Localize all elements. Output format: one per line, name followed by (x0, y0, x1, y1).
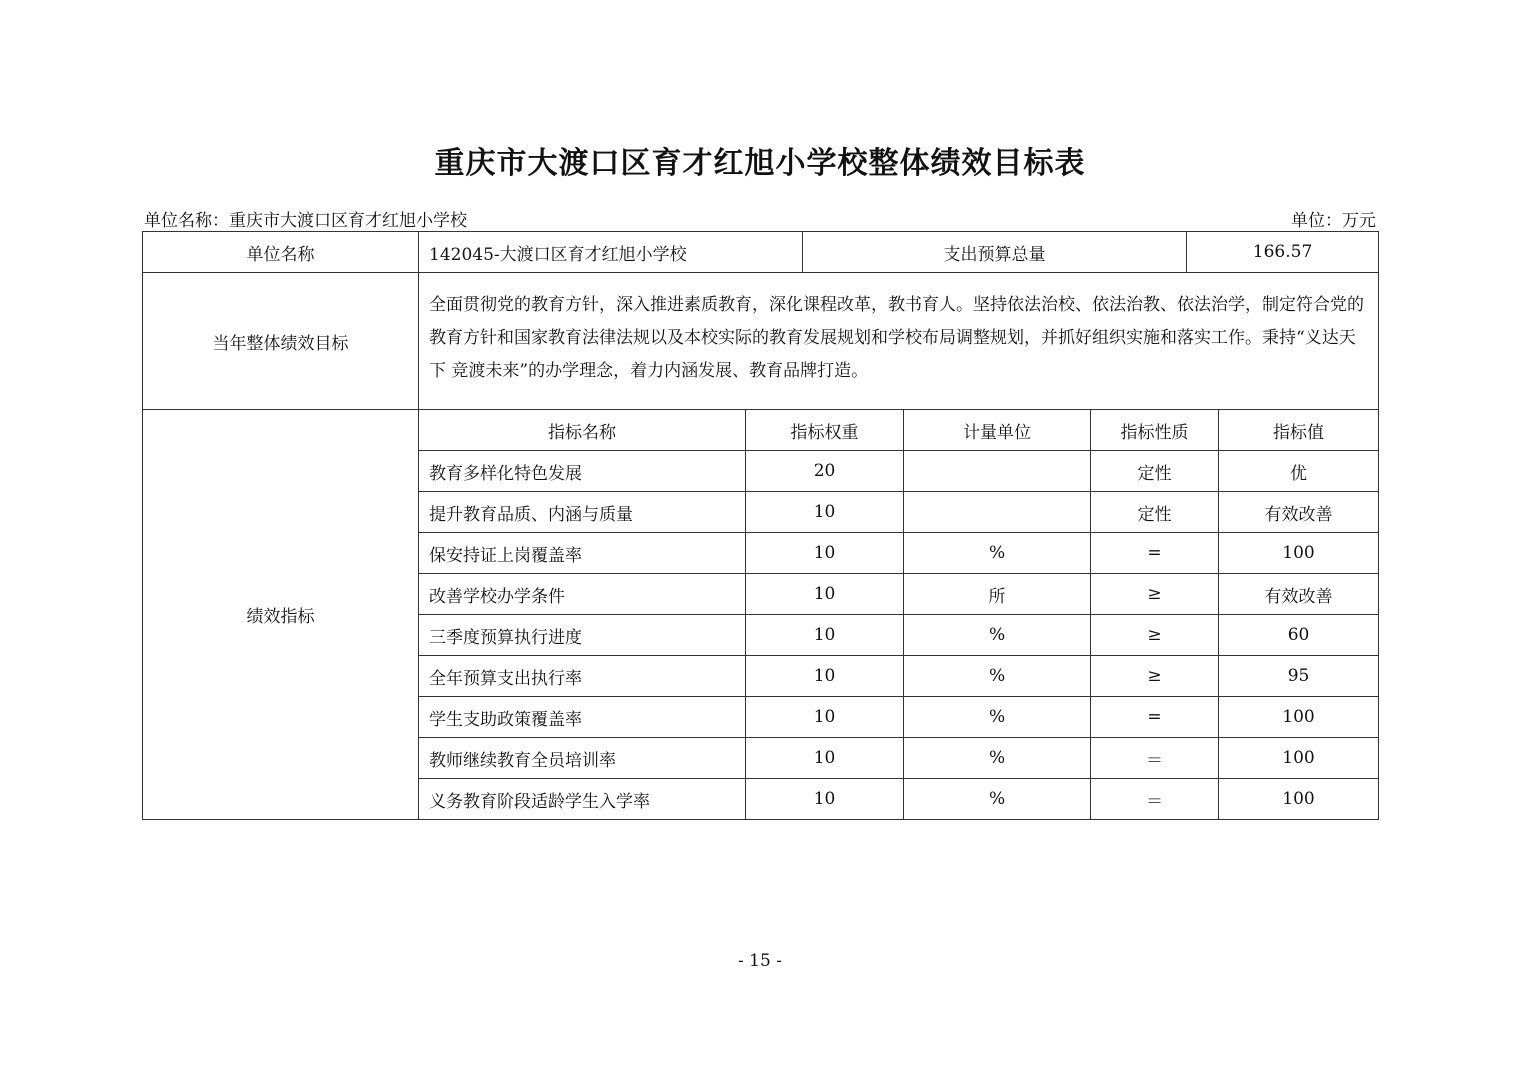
indicator-nature: ≥ (1091, 615, 1219, 656)
budget-label: 支出预算总量 (803, 232, 1187, 273)
indicator-unit: % (904, 738, 1091, 779)
performance-table (142, 231, 1379, 820)
indicator-value: 100 (1219, 779, 1379, 820)
indicator-value: 优 (1219, 451, 1379, 492)
header-value: 指标值 (1219, 410, 1379, 451)
indicator-value: 95 (1219, 656, 1379, 697)
indicator-value: 100 (1219, 533, 1379, 574)
indicator-unit: % (904, 656, 1091, 697)
indicator-weight: 10 (746, 492, 904, 533)
indicator-nature: = (1091, 533, 1219, 574)
indicator-header-row (143, 410, 1379, 451)
indicator-unit: % (904, 615, 1091, 656)
indicator-weight: 10 (746, 738, 904, 779)
indicator-weight: 10 (746, 574, 904, 615)
indicator-nature: ＝ (1091, 779, 1219, 820)
indicator-name: 三季度预算执行进度 (419, 615, 746, 656)
indicator-value: 100 (1219, 738, 1379, 779)
indicator-weight: 10 (746, 656, 904, 697)
indicator-unit: 所 (904, 574, 1091, 615)
indicator-value: 60 (1219, 615, 1379, 656)
indicators-label: 绩效指标 (143, 410, 419, 820)
indicator-weight: 10 (746, 615, 904, 656)
unit-value: 142045-大渡口区育才红旭小学校 (419, 232, 803, 273)
indicator-nature: ≥ (1091, 656, 1219, 697)
header-nature: 指标性质 (1091, 410, 1219, 451)
goal-label: 当年整体绩效目标 (143, 273, 419, 410)
unit-label: 单位名称 (143, 232, 419, 273)
indicator-value: 有效改善 (1219, 492, 1379, 533)
indicator-unit: % (904, 533, 1091, 574)
header-weight: 指标权重 (746, 410, 904, 451)
indicator-name: 学生支助政策覆盖率 (419, 697, 746, 738)
indicator-name: 保安持证上岗覆盖率 (419, 533, 746, 574)
unit-row (143, 232, 1379, 273)
goal-text: 全面贯彻党的教育方针，深入推进素质教育，深化课程改革，教书育人。坚持依法治校、依法治教、依法治学，制定符合党的教育方针和国家教育法律法规以及本校实际的教育发展规划和学校布局调整规划，并抓好组织实施和落实工作。秉持“义达天下 竞渡未来”的办学理念，着力内涵发展、教育品牌打造。 (419, 273, 1379, 410)
unit-line: 单位：万元 (1291, 211, 1376, 231)
indicator-nature: ＝ (1091, 738, 1219, 779)
page-number: - 15 - (738, 951, 782, 971)
indicator-weight: 10 (746, 533, 904, 574)
header-name: 指标名称 (419, 410, 746, 451)
indicator-value: 有效改善 (1219, 574, 1379, 615)
goal-row (143, 273, 1379, 410)
indicator-nature: = (1091, 697, 1219, 738)
page-title: 重庆市大渡口区育才红旭小学校整体绩效目标表 (434, 146, 1086, 181)
indicator-name: 提升教育品质、内涵与质量 (419, 492, 746, 533)
indicator-value: 100 (1219, 697, 1379, 738)
indicator-nature: 定性 (1091, 451, 1219, 492)
indicator-unit: % (904, 779, 1091, 820)
indicator-nature: 定性 (1091, 492, 1219, 533)
indicator-unit (904, 451, 1091, 492)
indicator-weight: 10 (746, 697, 904, 738)
header-unit: 计量单位 (904, 410, 1091, 451)
indicator-name: 义务教育阶段适龄学生入学率 (419, 779, 746, 820)
indicator-name: 教育多样化特色发展 (419, 451, 746, 492)
indicator-unit: % (904, 697, 1091, 738)
indicator-weight: 20 (746, 451, 904, 492)
indicator-name: 教师继续教育全员培训率 (419, 738, 746, 779)
indicator-weight: 10 (746, 779, 904, 820)
indicator-name: 改善学校办学条件 (419, 574, 746, 615)
indicator-name: 全年预算支出执行率 (419, 656, 746, 697)
indicator-nature: ≥ (1091, 574, 1219, 615)
budget-value: 166.57 (1187, 232, 1379, 273)
indicator-unit (904, 492, 1091, 533)
unit-name-line: 单位名称：重庆市大渡口区育才红旭小学校 (144, 211, 467, 231)
